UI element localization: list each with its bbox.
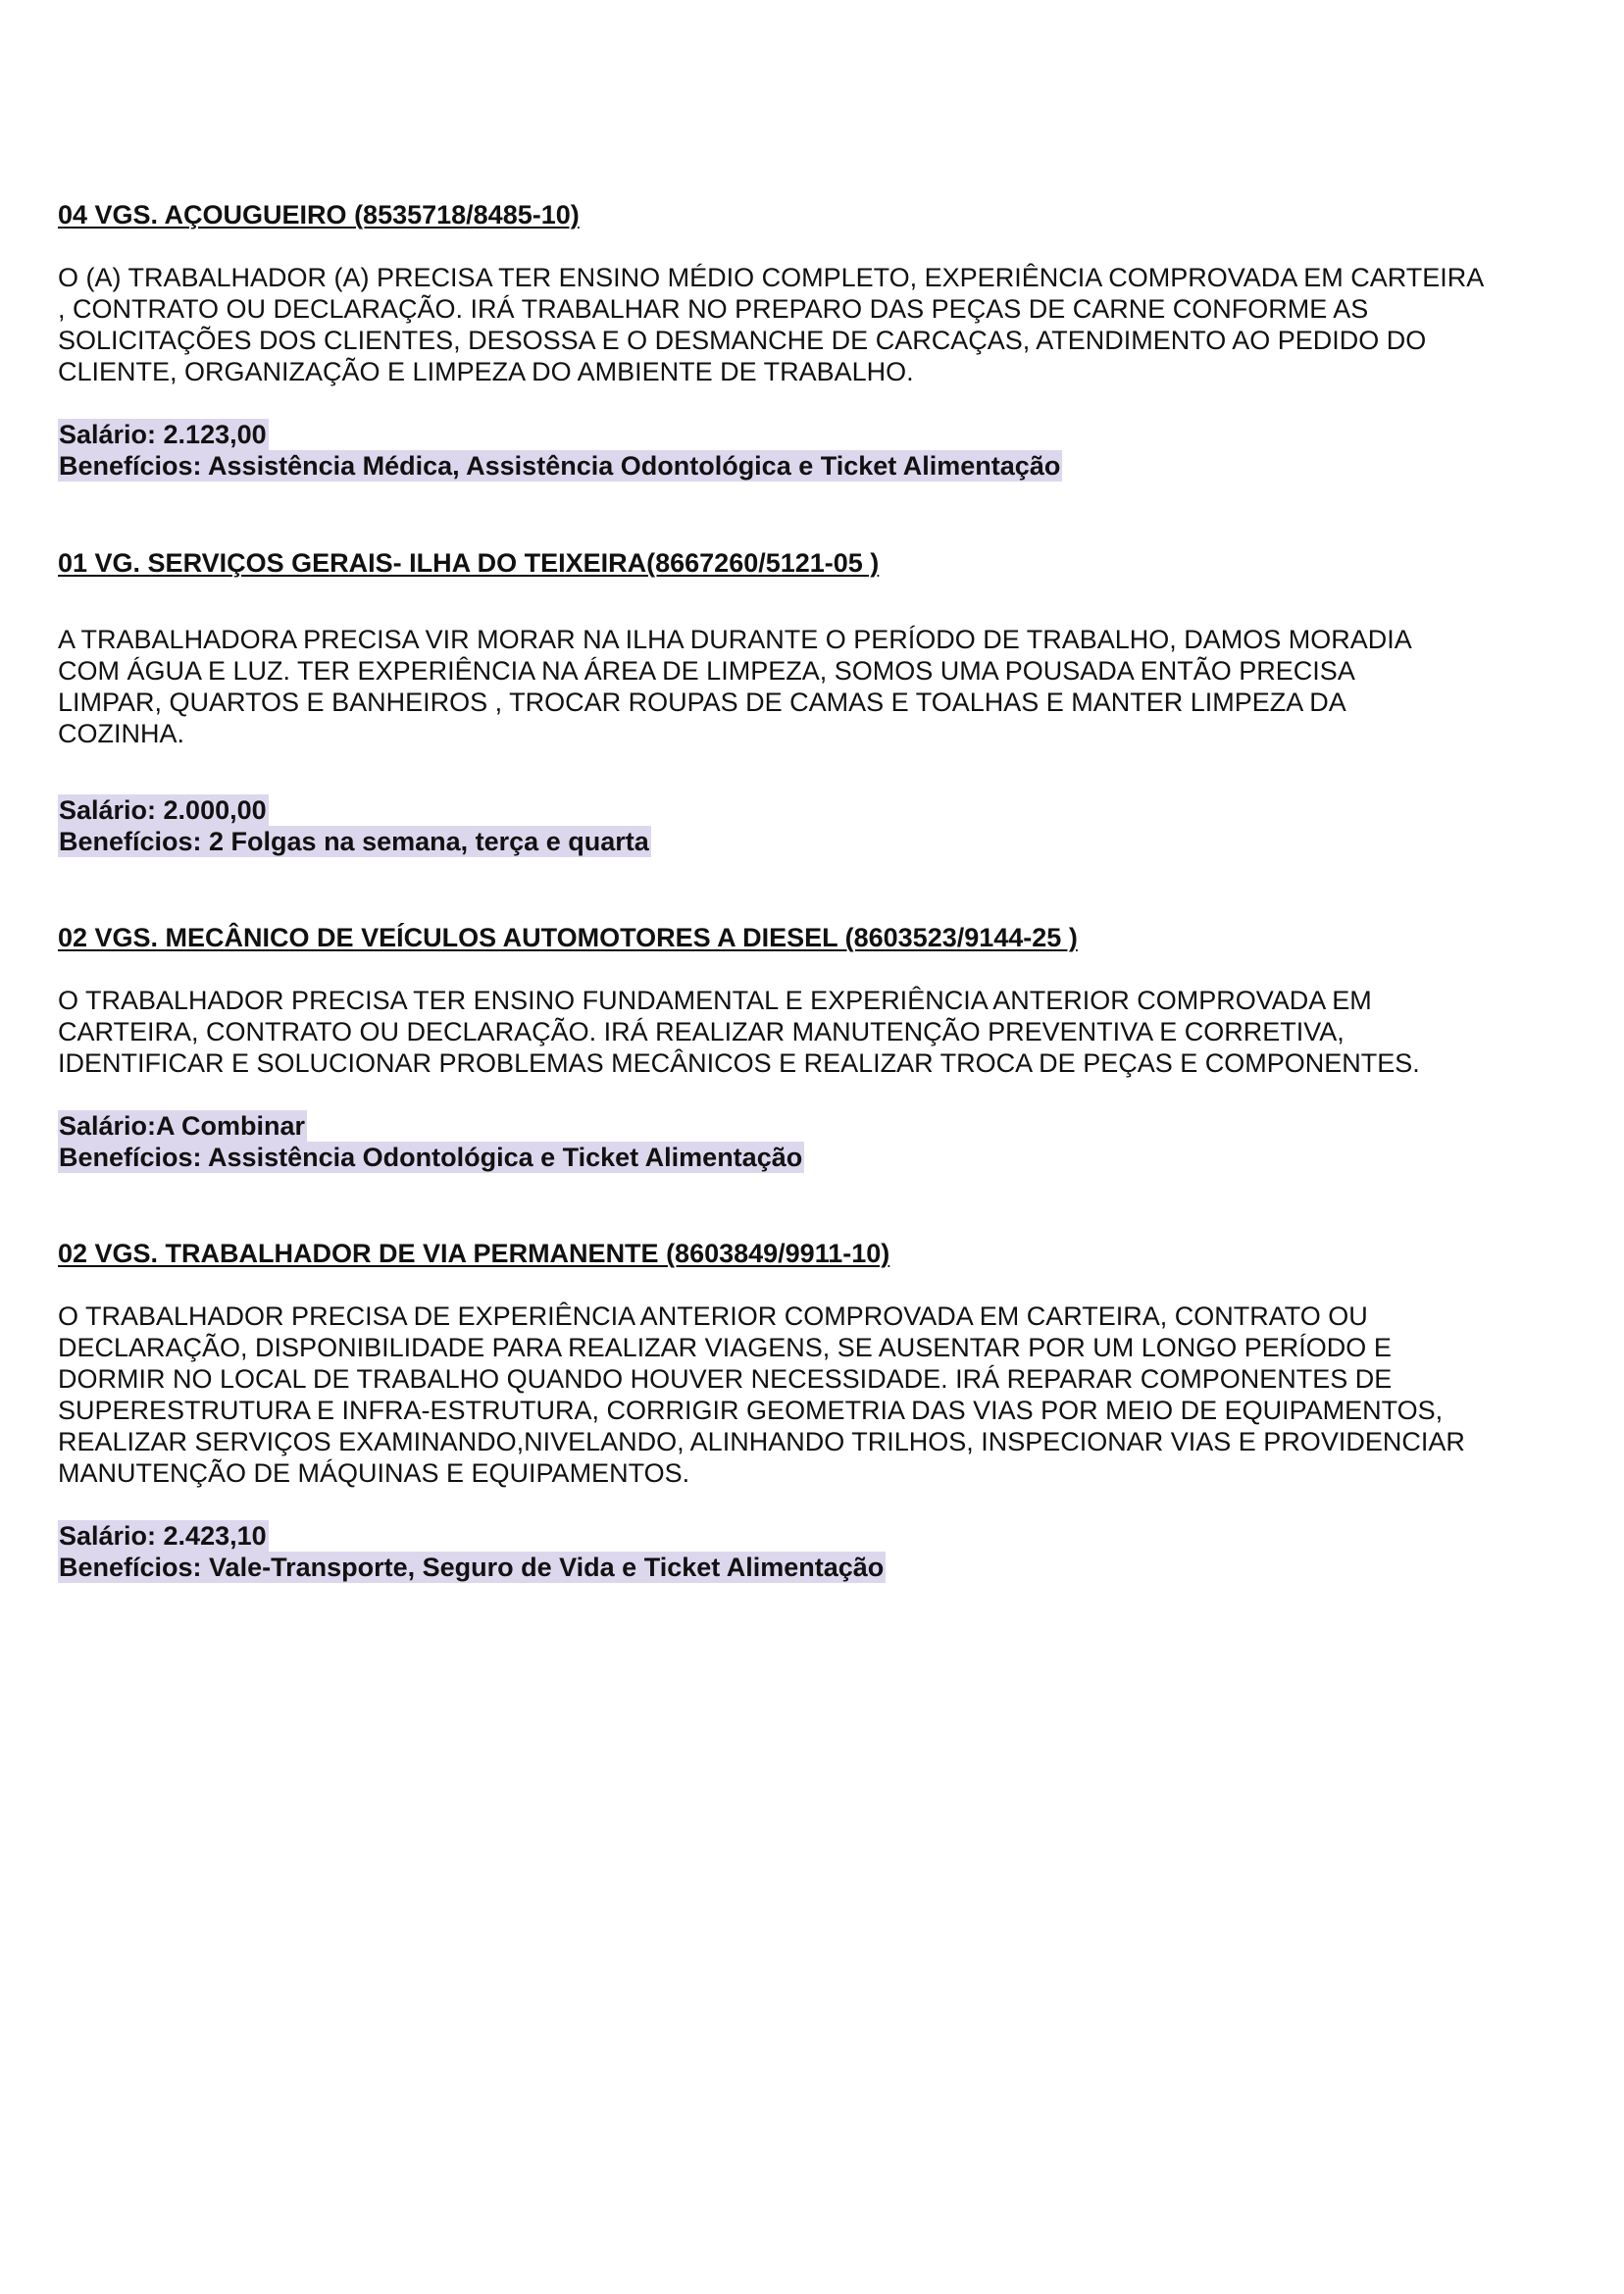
job-title: 01 VG. SERVIÇOS GERAIS- ILHA DO TEIXEIRA(8667260/5121-05 )	[58, 548, 880, 578]
job-description: A TRABALHADORA PRECISA VIR MORAR NA ILHA DURANTE O PERÍODO DE TRABALHO, DAMOS MORADIA COM ÁGUA E LUZ. TER EXPERIÊNCIA NA ÁREA DE LIMPEZA, SOMOS UMA POUSADA ENTÃO PRECISA LIMPAR, QUARTOS E BANHEIROS , TROCAR ROUPAS DE CAMAS E TOALHAS E MANTER LIMPEZA DA COZINHA.	[58, 625, 1412, 748]
job-benefits: Benefícios: 2 Folgas na semana, terça e quarta	[59, 827, 649, 856]
job-description: O TRABALHADOR PRECISA TER ENSINO FUNDAMENTAL E EXPERIÊNCIA ANTERIOR COMPROVADA EM CARTEIRA, CONTRATO OU DECLARAÇÃO. IRÁ REALIZAR MANUTENÇÃO PREVENTIVA E CORRETIVA, IDENTIFICAR E SOLUCIONAR PROBLEMAS MECÂNICOS E REALIZAR TROCA DE PEÇAS E COMPONENTES.	[58, 986, 1420, 1078]
job-benefits: Benefícios: Vale-Transporte, Seguro de Vida e Ticket Alimentação	[59, 1553, 885, 1582]
job-benefits: Benefícios: Assistência Odontológica e Ticket Alimentação	[59, 1143, 803, 1172]
job-listing	[58, 547, 1568, 857]
job-salary: Salário: 2.000,00	[59, 795, 267, 825]
job-description: O TRABALHADOR PRECISA DE EXPERIÊNCIA ANTERIOR COMPROVADA EM CARTEIRA, CONTRATO OU DECLARAÇÃO, DISPONIBILIDADE PARA REALIZAR VIAGENS, SE AUSENTAR POR UM LONGO PERÍODO E DORMIR NO LOCAL DE TRABALHO QUANDO HOUVER NECESSIDADE. IRÁ REPARAR COMPONENTES DE SUPERESTRUTURA E INFRA-ESTRUTURA, CORRIGIR GEOMETRIA DAS VIAS POR MEIO DE EQUIPAMENTOS, REALIZAR SERVIÇOS EXAMINANDO,NIVELANDO, ALINHANDO TRILHOS, INSPECIONAR VIAS E PROVIDENCIAR MANUTENÇÃO DE MÁQUINAS E EQUIPAMENTOS.	[58, 1301, 1465, 1488]
job-listing	[58, 199, 1568, 482]
job-title: 02 VGS. TRABALHADOR DE VIA PERMANENTE (8603849/9911-10)	[58, 1239, 890, 1268]
job-salary: Salário: 2.123,00	[59, 420, 267, 449]
job-salary: Salário: 2.423,10	[59, 1521, 267, 1551]
job-title: 02 VGS. MECÂNICO DE VEÍCULOS AUTOMOTORES A DIESEL (8603523/9144-25 )	[58, 923, 1078, 952]
job-salary: Salário:A Combinar	[59, 1111, 306, 1141]
job-description: O (A) TRABALHADOR (A) PRECISA TER ENSINO MÉDIO COMPLETO, EXPERIÊNCIA COMPROVADA EM CARTEIRA , CONTRATO OU DECLARAÇÃO. IRÁ TRABALHAR NO PREPARO DAS PEÇAS DE CARNE CONFORME AS SOLICITAÇÕES DOS CLIENTES, DESOSSA E O DESMANCHE DE CARCAÇAS, ATENDIMENTO AO PEDIDO DO CLIENTE, ORGANIZAÇÃO E LIMPEZA DO AMBIENTE DE TRABALHO.	[58, 263, 1485, 386]
job-title: 04 VGS. AÇOUGUEIRO (8535718/8485-10)	[58, 200, 580, 229]
job-listing	[58, 922, 1568, 1173]
job-listing	[58, 1238, 1568, 1583]
job-benefits: Benefícios: Assistência Médica, Assistência Odontológica e Ticket Alimentação	[59, 451, 1061, 481]
